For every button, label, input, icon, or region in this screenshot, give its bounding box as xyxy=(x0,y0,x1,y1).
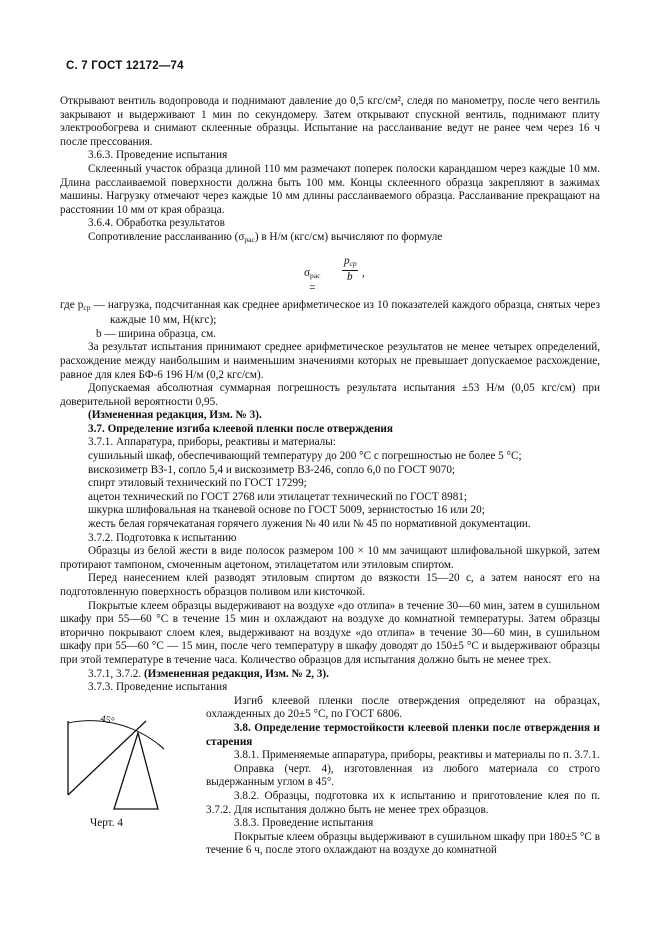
section-heading: 3.7.1. Аппаратура, приборы, реактивы и материалы: xyxy=(88,436,336,449)
section-heading: 3.8. Определение термостойкости клеевой пленки после отверждения и старения xyxy=(206,721,600,748)
page-header: С. 7 ГОСТ 12172—74 xyxy=(66,60,184,72)
list-item: сушильный шкаф, обеспечивающий температуру до 200 °С с погрешностью не более 5 °С; xyxy=(88,450,522,463)
paragraph: 3.8.2. Образцы, подготовка их к испытанию и приготовление клея по п. 3.7.2. Для испытания должно быть не менее трех образцов. xyxy=(206,789,600,816)
figure-section xyxy=(60,695,600,887)
paragraph: Открывают вентиль водопровода и поднимают давление до 0,5 кгс/см², следя по манометру, после чего вентиль закрывают и выдерживают 1 мин по секундомеру. Затем открывают спускной вентиль, поднимают плиту электрообогрева и снимают склеенные образцы. Испытание на расслаивание ведут не ранее чем через 16 ч после прессования. xyxy=(60,95,600,148)
amendment-note: 3.7.1, 3.7.2. (Измененная редакция, Изм. № 2, 3). xyxy=(88,667,329,680)
mandrel-edge-diagonal xyxy=(68,721,146,795)
document-body xyxy=(60,95,600,887)
formula-lhs: $\sigma_{рас}$ = xyxy=(304,266,321,295)
formula-intro: Сопротивление расслаиванию $(\sigma_{рас})$ в Н/м (кгс/см) вычисляют по формуле xyxy=(88,230,443,244)
formula-numerator: $p_{ср}$ xyxy=(344,254,357,268)
paragraph: Покрытые клеем образцы выдерживают на воздухе «до отлипа» в течение 30—60 мин, затем в сушильном шкафу при 55—60 °С в течение 15 мин и охлаждают на воздухе до комнатной температуры. Затем образцы вторично покрывают слоем клея, выдерживают на воздухе «до отлипа» в течение 30—60 мин, в сушильном шкафу при 55—60 °С — 15 мин, после чего температуру в шкафу доводят до 150±5 °С и выдерживают образцы при этой температуре в течение часа. Количество образцов для испытания должно быть не менее трех. xyxy=(60,599,600,666)
section-heading: 3.6.4. Обработка результатов xyxy=(88,217,225,230)
formula-denominator: b xyxy=(347,270,353,283)
formula-comma: , xyxy=(362,266,365,279)
list-item: спирт этиловый технический по ГОСТ 17299; xyxy=(88,477,307,490)
paragraph: Склеенный участок образца длиной 110 мм размечают поперек полоски карандашом через каждые 10 мм. Длина расслаиваемой поверхности должна быть 100 мм. Концы склеенного образца закрепляют в зажимах машины. Нагрузку отмечают через каждые 10 мм длины расслаиваемого образца. Расслаивание прекращают на расстоянии 10 мм от края образца. xyxy=(60,162,600,216)
amendment-note: (Измененная редакция, Изм. № 3). xyxy=(88,409,262,422)
list-item: ацетон технический по ГОСТ 2768 или этилацетат технический по ГОСТ 8981; xyxy=(88,490,467,503)
where-clause: где $p_{ср}$ — нагрузка, подсчитанная как среднее арифметическое из 10 показателей каждого образца, снятых через каждые 10 мм, Н(кгс); xyxy=(60,298,600,327)
angle-label: 45° xyxy=(99,712,116,728)
list-item: вискозиметр ВЗ-1, сопло 5,4 и вискозиметр ВЗ-246, сопло 6,0 по ГОСТ 9070; xyxy=(88,463,456,476)
where-clause: b — ширина образца, см. xyxy=(96,327,216,340)
list-item: шкурка шлифовальная на тканевой основе по ГОСТ 5009, зернистостью 16 или 20; xyxy=(88,504,485,517)
paragraph: Допускаемая абсолютная суммарная погрешность результата испытания ±53 Н/м (0,05 кгс/см) при доверительной вероятности 0,95. xyxy=(60,382,600,408)
figure-caption: Черт. 4 xyxy=(90,816,123,829)
paragraph: Образцы из белой жести в виде полосок размером 100 × 10 мм зачищают шлифовальной шкуркой, затем протирают тампоном, смоченным ацетоном, этилацетатом или этиловым спиртом. xyxy=(60,545,600,571)
formula xyxy=(60,254,600,295)
section-heading: 3.6.3. Проведение испытания xyxy=(88,149,228,162)
section-heading: 3.7.3. Проведение испытания xyxy=(88,681,228,694)
section-heading: 3.7.2. Подготовка к испытанию xyxy=(88,531,237,544)
paragraph: Изгиб клеевой пленки после отверждения определяют на образцах, охлажденных до 20±5 °С, по ГОСТ 6806. xyxy=(206,694,600,721)
paragraph: За результат испытания принимают среднее арифметическое результатов не менее четырех определений, расхождение между наибольшим и наименьшим значениями которых не превышает допускаемое расхождение, равное для клея БФ-6 196 Н/м (0,2 кгс/см). xyxy=(60,341,600,381)
paragraph: Оправка (черт. 4), изготовленная из любого материала со строго выдержанным углом в 45°. xyxy=(206,762,600,789)
angle-arc xyxy=(68,720,164,748)
mandrel-drawing xyxy=(60,697,200,837)
arc-arrow xyxy=(158,744,164,749)
list-item: жесть белая горячекатаная горячего лужения № 40 или № 45 по нормативной документации. xyxy=(88,518,531,531)
section-heading: 3.7. Определение изгиба клеевой пленки после отверждения xyxy=(88,422,393,435)
paragraph: 3.8.1. Применяемые аппаратура, приборы, реактивы и материалы по п. 3.7.1. xyxy=(234,749,600,762)
paragraph: Покрытые клеем образцы выдерживают в сушильном шкафу при 180±5 °С в течение 6 ч, после этого охлаждают на воздухе до комнатной xyxy=(206,830,600,857)
figure-side-text xyxy=(206,695,600,858)
paragraph: Перед нанесением клей разводят этиловым спиртом до вязкости 15—20 с, а затем наносят его на подготовленную поверхность образцов поливом или кисточкой. xyxy=(60,572,600,598)
section-heading: 3.8.3. Проведение испытания xyxy=(234,817,374,830)
